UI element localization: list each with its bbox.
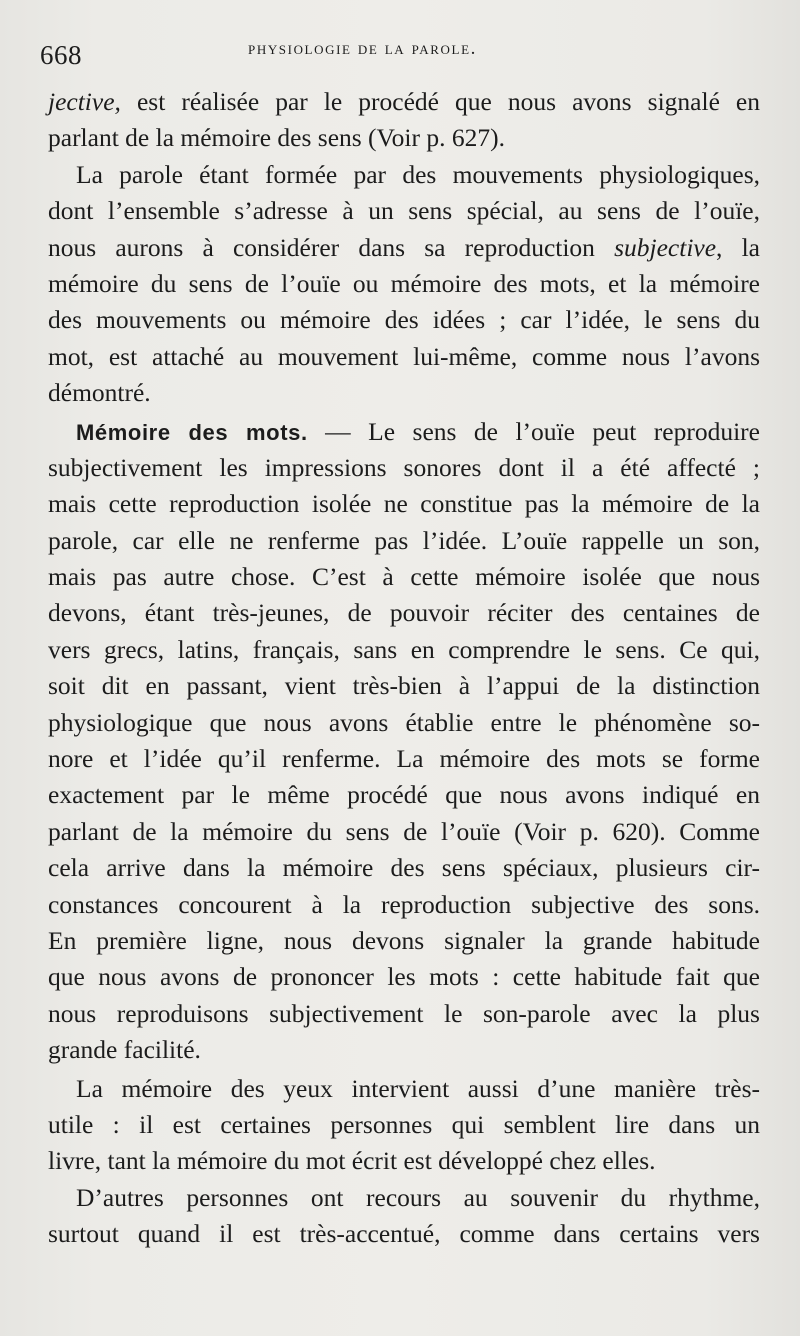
text-line: subjectivement les impressions sonores dont il a été affecté ; — [48, 452, 760, 482]
text-line: vers grecs, latins, français, sans en comprendre le sens. Ce qui, — [48, 634, 760, 664]
text-line: des mouvements ou mémoire des idées ; car l’idée, le sens du — [48, 305, 760, 335]
text-line: parole, car elle ne renferme pas l’idée. L’ouïe rappelle un son, — [48, 525, 760, 555]
text-line: constances concourent à la reproduction subjective des sons. — [48, 889, 760, 919]
text-line: mais cette reproduction isolée ne constitue pas la mémoire de la — [48, 489, 760, 519]
page-header — [40, 34, 760, 74]
text-line: mais pas autre chose. C’est à cette mémoire isolée que nous — [48, 562, 760, 592]
text-line: nous aurons à considérer dans sa reproduction subjective, la — [48, 232, 760, 262]
text-line: La parole étant formée par des mouvements physiologiques, — [76, 159, 760, 189]
text-line: jective, est réalisée par le procédé que nous avons signalé en — [48, 87, 760, 116]
text-line: démontré. — [48, 378, 151, 408]
text-line: dont l’ensemble s’adresse à un sens spécial, au sens de l’ouïe, — [48, 196, 760, 226]
text-line: exactement par le même procédé que nous avons indiqué en — [48, 780, 760, 810]
text-line: nous reproduisons subjectivement le son-parole avec la plus — [48, 998, 760, 1028]
text-line: En première ligne, nous devons signaler la grande habitude — [48, 925, 760, 955]
body-text — [48, 84, 760, 1253]
text-line: livre, tant la mémoire du mot écrit est développé chez elles. — [48, 1146, 656, 1176]
text-line: parlant de la mémoire des sens (Voir p. 627). — [48, 123, 505, 153]
text-line: mémoire du sens de l’ouïe ou mémoire des mots, et la mémoire — [48, 268, 760, 298]
text-line: D’autres personnes ont recours au souvenir du rhythme, — [76, 1182, 760, 1212]
text-line: physiologique que nous avons établie entre le phénomène so- — [48, 707, 760, 737]
text-line: soit dit en passant, vient très-bien à l’appui de la distinction — [48, 671, 760, 701]
text-line: cela arrive dans la mémoire des sens spéciaux, plusieurs cir- — [48, 853, 760, 883]
text-line: devons, étant très-jeunes, de pouvoir réciter des centaines de — [48, 598, 760, 628]
text-line: surtout quand il est très-accentué, comme dans certains vers — [48, 1219, 760, 1249]
text-line: que nous avons de prononcer les mots : cette habitude fait que — [48, 962, 760, 992]
text-line: parlant de la mémoire du sens de l’ouïe (Voir p. 620). Comme — [48, 816, 760, 846]
text-line: mot, est attaché au mouvement lui-même, comme nous l’avons — [48, 341, 760, 371]
text-line: grande facilité. — [48, 1035, 201, 1065]
text-line: Mémoire des mots. — Le sens de l’ouïe peut reproduire — [76, 416, 760, 446]
running-head: physiologie de la parole. — [248, 38, 477, 59]
text-line: utile : il est certaines personnes qui semblent lire dans un — [48, 1109, 760, 1139]
text-line: nore et l’idée qu’il renferme. La mémoire des mots se forme — [48, 744, 760, 774]
page-number: 668 — [40, 40, 82, 70]
section-heading: Mémoire des mots. — [76, 419, 308, 445]
text-line: La mémoire des yeux intervient aussi d’une manière très- — [76, 1073, 760, 1103]
